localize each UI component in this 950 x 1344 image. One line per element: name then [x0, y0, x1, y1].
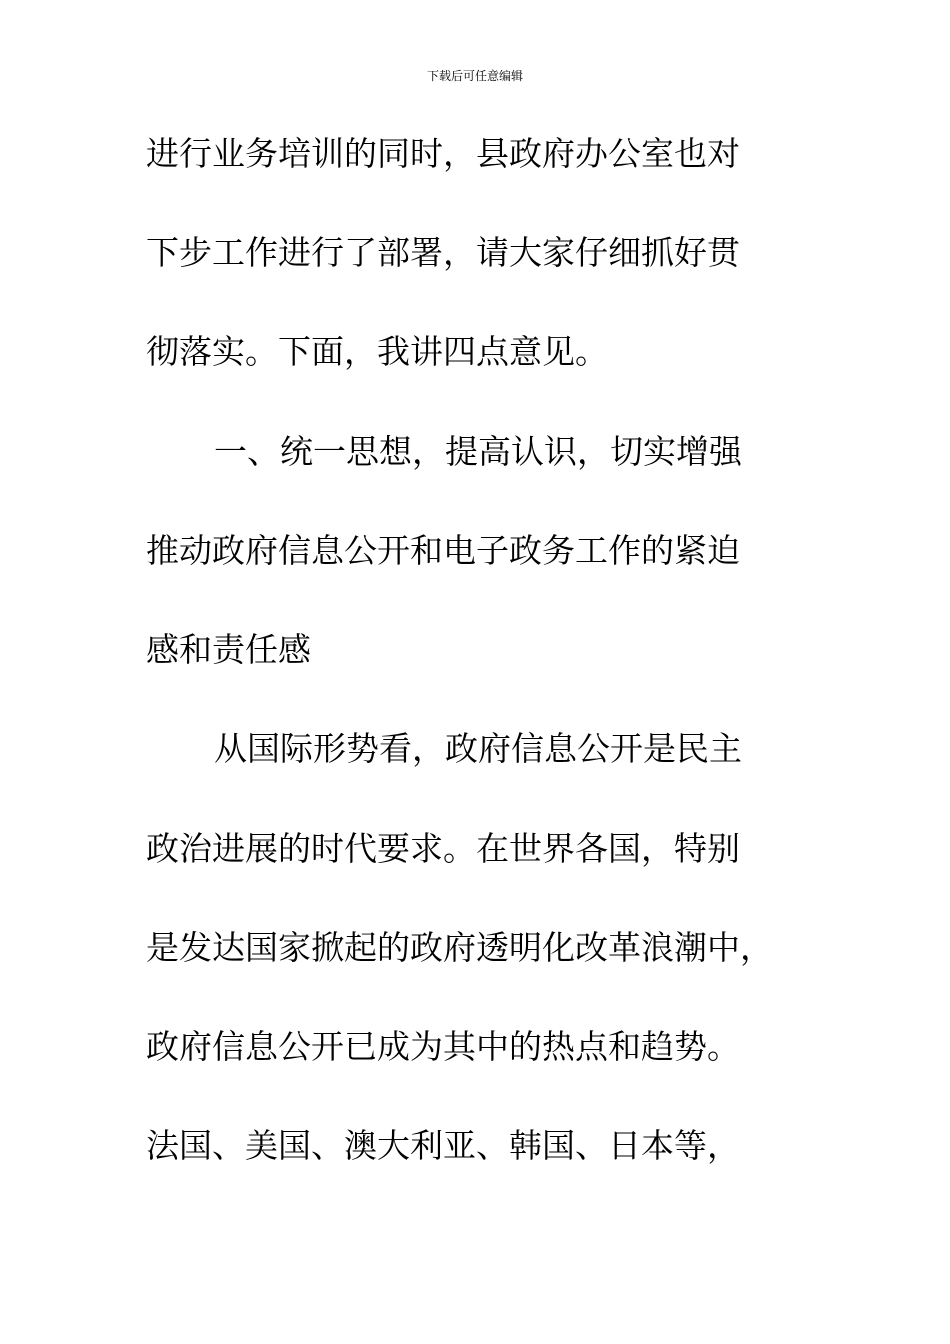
section-heading-line: 推动政府信息公开和电子政务工作的紧迫 [146, 531, 740, 570]
paragraph-line: 进行业务培训的同时，县政府办公室也对 [146, 134, 740, 173]
section-heading-line: 一、统一思想，提高认识，切实增强 [214, 432, 742, 471]
page-header: 下载后可任意编辑 [426, 69, 523, 83]
paragraph-line: 彻落实。下面，我讲四点意见。 [146, 332, 608, 371]
paragraph-line: 从国际形势看，政府信息公开是民主 [214, 729, 742, 768]
paragraph-line: 法国、美国、澳大利亚、韩国、日本等， [146, 1126, 740, 1165]
section-heading-line: 感和责任感 [146, 630, 311, 669]
paragraph-line: 下步工作进行了部署，请大家仔细抓好贯 [146, 233, 740, 272]
paragraph-line: 政治进展的时代要求。在世界各国，特别 [146, 829, 740, 868]
paragraph-line: 是发达国家掀起的政府透明化改革浪潮中， [146, 928, 773, 967]
paragraph-line: 政府信息公开已成为其中的热点和趋势。 [146, 1027, 740, 1066]
